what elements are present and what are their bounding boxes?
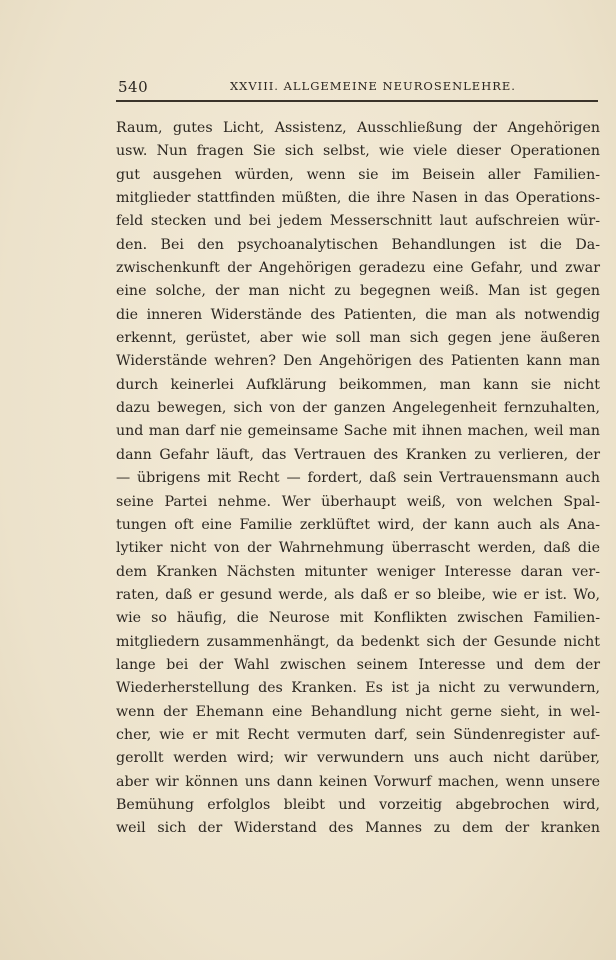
running-head: XXVIII. ALLGEMEINE NEUROSENLEHRE. xyxy=(230,79,516,93)
text-line: lytiker nicht von der Wahrnehmung überrascht werden, daß die xyxy=(116,540,600,557)
page-header xyxy=(118,76,598,96)
text-line: lange bei der Wahl zwischen seinem Interesse und dem der xyxy=(116,656,600,673)
text-line: und man darf nie gemeinsame Sache mit ihnen machen, weil man xyxy=(116,423,600,440)
text-line: Widerstände wehren? Den Angehörigen des Patienten kann man xyxy=(116,353,600,370)
text-line: eine solche, der man nicht zu begegnen weiß. Man ist gegen xyxy=(116,283,600,300)
text-line: tungen oft eine Familie zerklüftet wird, der kann auch als Ana- xyxy=(116,516,600,533)
text-line: wenn der Ehemann eine Behandlung nicht gerne sieht, in wel- xyxy=(116,703,600,720)
text-line: gut ausgehen würden, wenn sie im Beisein aller Familien- xyxy=(116,166,600,183)
text-line: cher, wie er mit Recht vermuten darf, sein Sündenregister auf- xyxy=(116,726,600,743)
text-line: zwischenkunft der Angehörigen geradezu eine Gefahr, und zwar xyxy=(116,260,600,277)
page-number: 540 xyxy=(118,78,149,96)
text-line: raten, daß er gesund werde, als daß er so bleibe, wie er ist. Wo, xyxy=(116,586,600,603)
text-line: weil sich der Widerstand des Mannes zu dem der kranken xyxy=(116,820,600,837)
text-line: usw. Nun fragen Sie sich selbst, wie viele dieser Operationen xyxy=(116,143,600,160)
text-line: — übrigens mit Recht — fordert, daß sein Vertrauensmann auch xyxy=(116,470,600,487)
text-line: dazu bewegen, sich von der ganzen Angelegenheit fernzuhalten, xyxy=(116,400,600,417)
body-text xyxy=(116,117,600,841)
text-line: dann Gefahr läuft, das Vertrauen des Kranken zu verlieren, der xyxy=(116,446,600,463)
text-line: gerollt werden wird; wir verwundern uns auch nicht darüber, xyxy=(116,750,600,767)
text-line: dem Kranken Nächsten mitunter weniger Interesse daran ver- xyxy=(116,563,600,580)
text-line: feld stecken und bei jedem Messerschnitt laut aufschreien wür- xyxy=(116,213,600,230)
text-line: seine Partei nehme. Wer überhaupt weiß, von welchen Spal- xyxy=(116,493,600,510)
text-line: mitglieder stattfinden müßten, die ihre Nasen in das Operations- xyxy=(116,190,600,207)
header-rule xyxy=(116,100,598,102)
text-line: die inneren Widerstände des Patienten, die man als notwendig xyxy=(116,306,600,323)
text-line: aber wir können uns dann keinen Vorwurf machen, wenn unsere xyxy=(116,773,600,790)
text-line: mitgliedern zusammenhängt, da bedenkt sich der Gesunde nicht xyxy=(116,633,600,650)
text-line: Wiederherstellung des Kranken. Es ist ja nicht zu verwundern, xyxy=(116,680,600,697)
text-line: Raum, gutes Licht, Assistenz, Ausschließung der Angehörigen xyxy=(116,120,600,136)
text-line: durch keinerlei Aufklärung beikommen, man kann sie nicht xyxy=(116,376,600,393)
text-line: wie so häufig, die Neurose mit Konflikten zwischen Familien- xyxy=(116,610,600,627)
text-line: den. Bei den psychoanalytischen Behandlungen ist die Da- xyxy=(116,236,600,253)
text-line: Bemühung erfolglos bleibt und vorzeitig abgebrochen wird, xyxy=(116,796,600,813)
text-line: erkennt, gerüstet, aber wie soll man sich gegen jene äußeren xyxy=(116,330,600,347)
